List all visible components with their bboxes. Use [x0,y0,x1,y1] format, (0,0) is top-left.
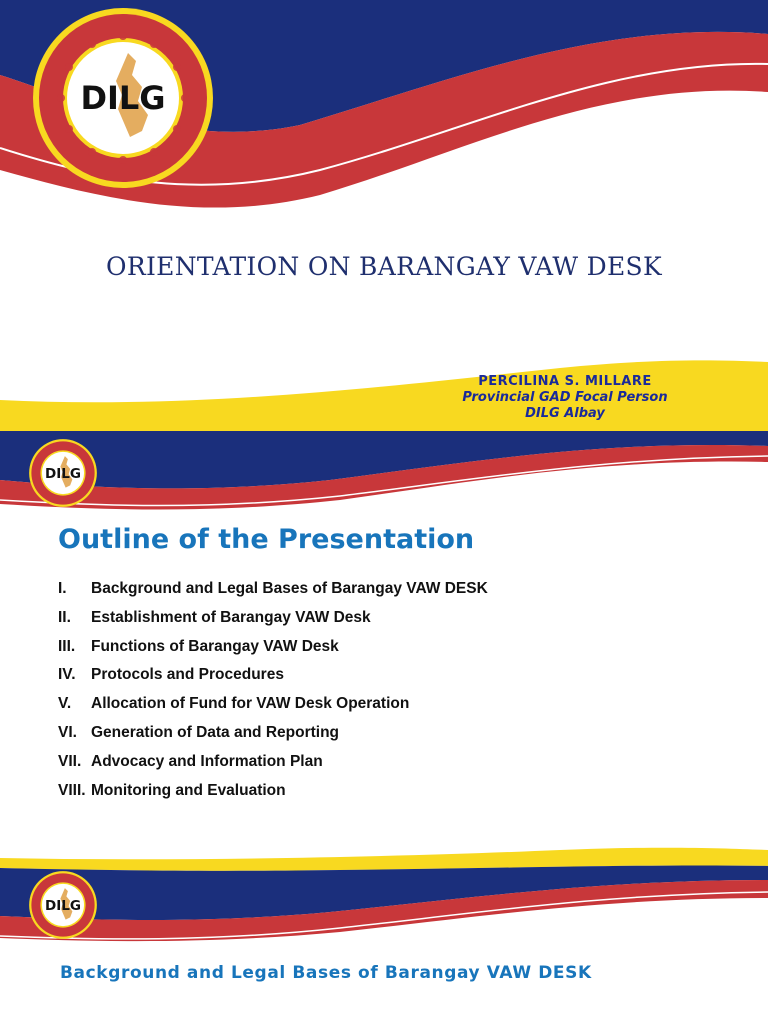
presenter-role: Provincial GAD Focal Person [462,390,668,405]
svg-text:DILG: DILG [45,465,81,482]
slide3-wave-banner [0,840,768,1024]
slide1-title: ORIENTATION ON BARANGAY VAW DESK [106,252,662,281]
dilg-seal-logo [30,5,216,191]
outline-item: VI. Generation of Data and Reporting [58,723,340,741]
slide3-title: Background and Legal Bases of Barangay VAW DESK [60,963,592,983]
presenter-office: DILG Albay [525,406,605,421]
svg-text:DILG: DILG [80,79,166,117]
outline-item: V. Allocation of Fund for VAW Desk Operation [58,695,410,713]
slide-outline [0,432,768,840]
outline-item: III. Functions of Barangay VAW Desk [58,637,339,655]
outline-title: Outline of the Presentation [58,524,475,555]
outline-item: VIII. Monitoring and Evaluation [58,781,286,799]
outline-item: II. Establishment of Barangay VAW Desk [58,608,371,626]
outline-item: VII. Advocacy and Information Plan [58,752,323,770]
slide-title [0,0,768,432]
dilg-seal-logo [28,870,98,940]
outline-item: I. Background and Legal Bases of Barangay VAW DESK [58,580,488,597]
dilg-seal-logo [28,438,98,508]
presenter-block [430,374,700,422]
outline-list [58,580,488,810]
presenter-name: PERCILINA S. MILLARE [478,374,652,389]
svg-text:DILG: DILG [45,897,81,914]
slide-background [0,840,768,1024]
outline-item: IV. Protocols and Procedures [58,666,284,684]
